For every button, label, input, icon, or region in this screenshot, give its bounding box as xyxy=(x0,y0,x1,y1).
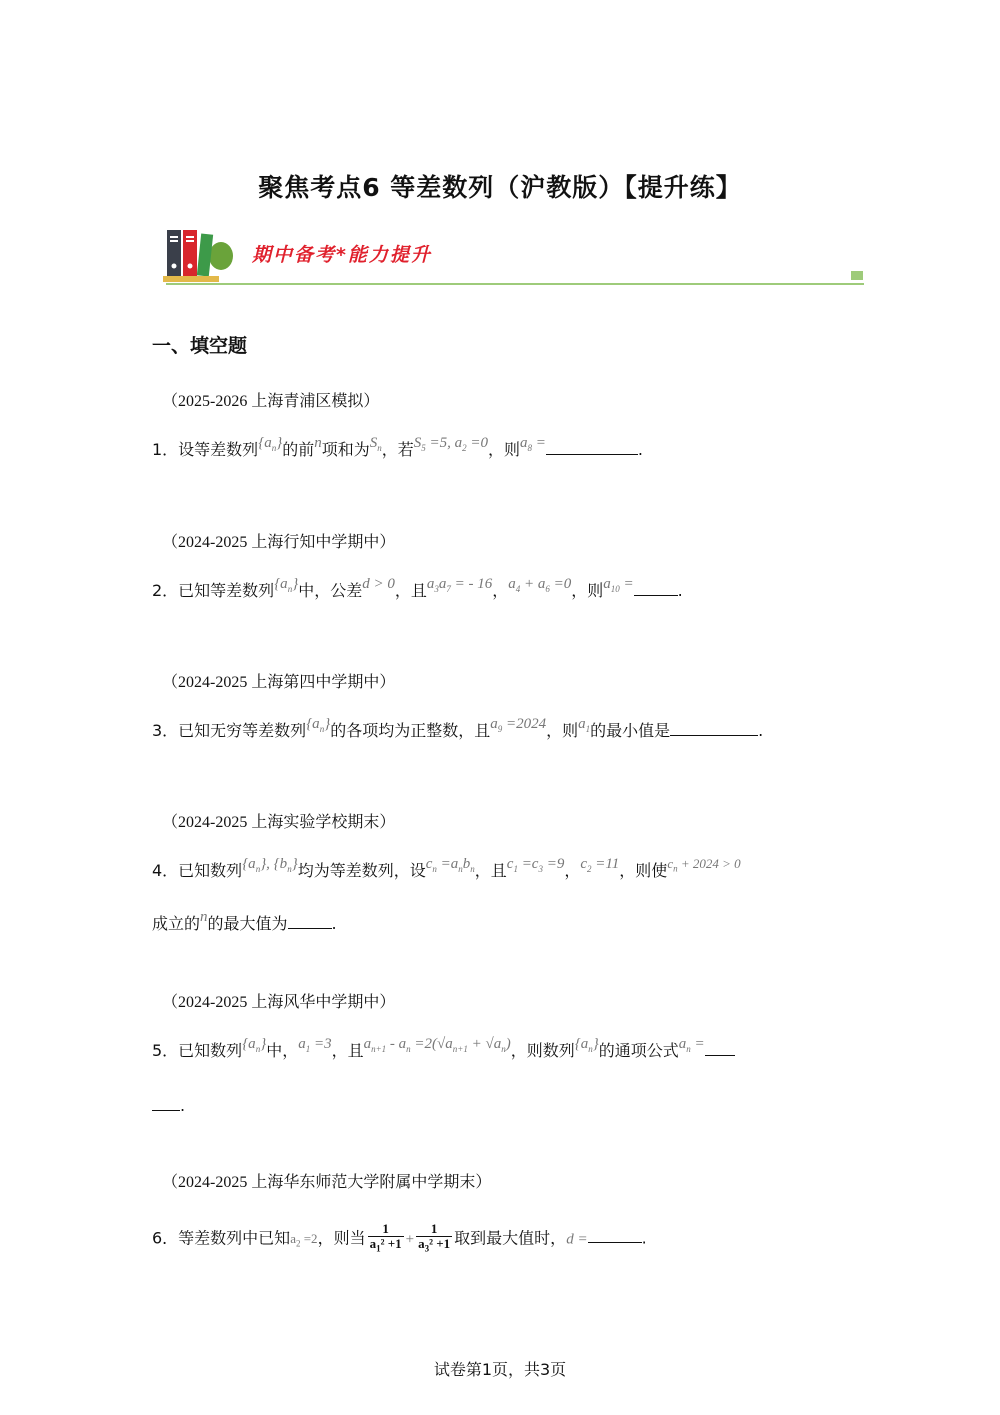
section-heading: 一、填空题 xyxy=(152,335,248,357)
page-title: 聚焦考点6 等差数列（沪教版）【提升练】 xyxy=(258,173,742,202)
question-4-cont: 成立的n的最大值为 . xyxy=(152,909,337,933)
banner-text: 期中备考*能力提升 xyxy=(252,244,432,266)
question-6: 6．等差数列中已知$a_2 =2$，则当 $\frac{1}{a_1^2 +1}$ + $\frac{1}{a_3^2 +1}$ 取到最大值时，d = . xyxy=(152,1221,647,1254)
banner-divider xyxy=(166,283,864,285)
question-source: （2024-2025 上海第四中学期中） xyxy=(162,674,396,691)
banner-square xyxy=(851,271,863,280)
page-footer: 试卷第1页，共3页 xyxy=(433,1360,567,1379)
question-5: 5．已知数列$\{a_n\}$中，$a_1 =3$，且$a_{n+1} - a_n =2(√a_{n+1} + √a_n)$，则数列$\{a_n\}$的通项公式$a_n$ = xyxy=(152,1040,735,1068)
question-source: （2024-2025 上海华东师范大学附属中学期末） xyxy=(162,1174,492,1191)
question-source: （2025-2026 上海青浦区模拟） xyxy=(162,393,380,410)
question-2: 2．已知等差数列$\{a_n\}$中，公差d > 0，且$a_3a_7$ = - 16，$a_4 + a_6 =0$，则$a_{10}$ = . xyxy=(152,576,683,600)
question-source: （2024-2025 上海行知中学期中） xyxy=(162,534,396,551)
question-1: 1．设等差数列$\{a_n\}$的前n项和为$S_n$，若$S_5 =5$, $a_2 =0$，则$a_8$ = . xyxy=(152,435,643,459)
question-5-cont: . xyxy=(152,1095,185,1117)
question-source: （2024-2025 上海实验学校期末） xyxy=(162,814,396,831)
question-3: 3．已知无穷等差数列$\{a_n\}$的各项均为正整数，且$a_9 =2024$，则$a_1$的最小值是 . xyxy=(152,716,764,740)
books-logo xyxy=(163,226,233,284)
question-source: （2024-2025 上海风华中学期中） xyxy=(162,994,396,1011)
question-4: 4．已知数列$\{a_n\}$, $\{b_n\}$均为等差数列，设$c_n =a_nb_n$，且$c_1 =c_3 =9$，$c_2 =11$，则使$^{c_n + 2024 > 0}$ xyxy=(152,856,741,880)
